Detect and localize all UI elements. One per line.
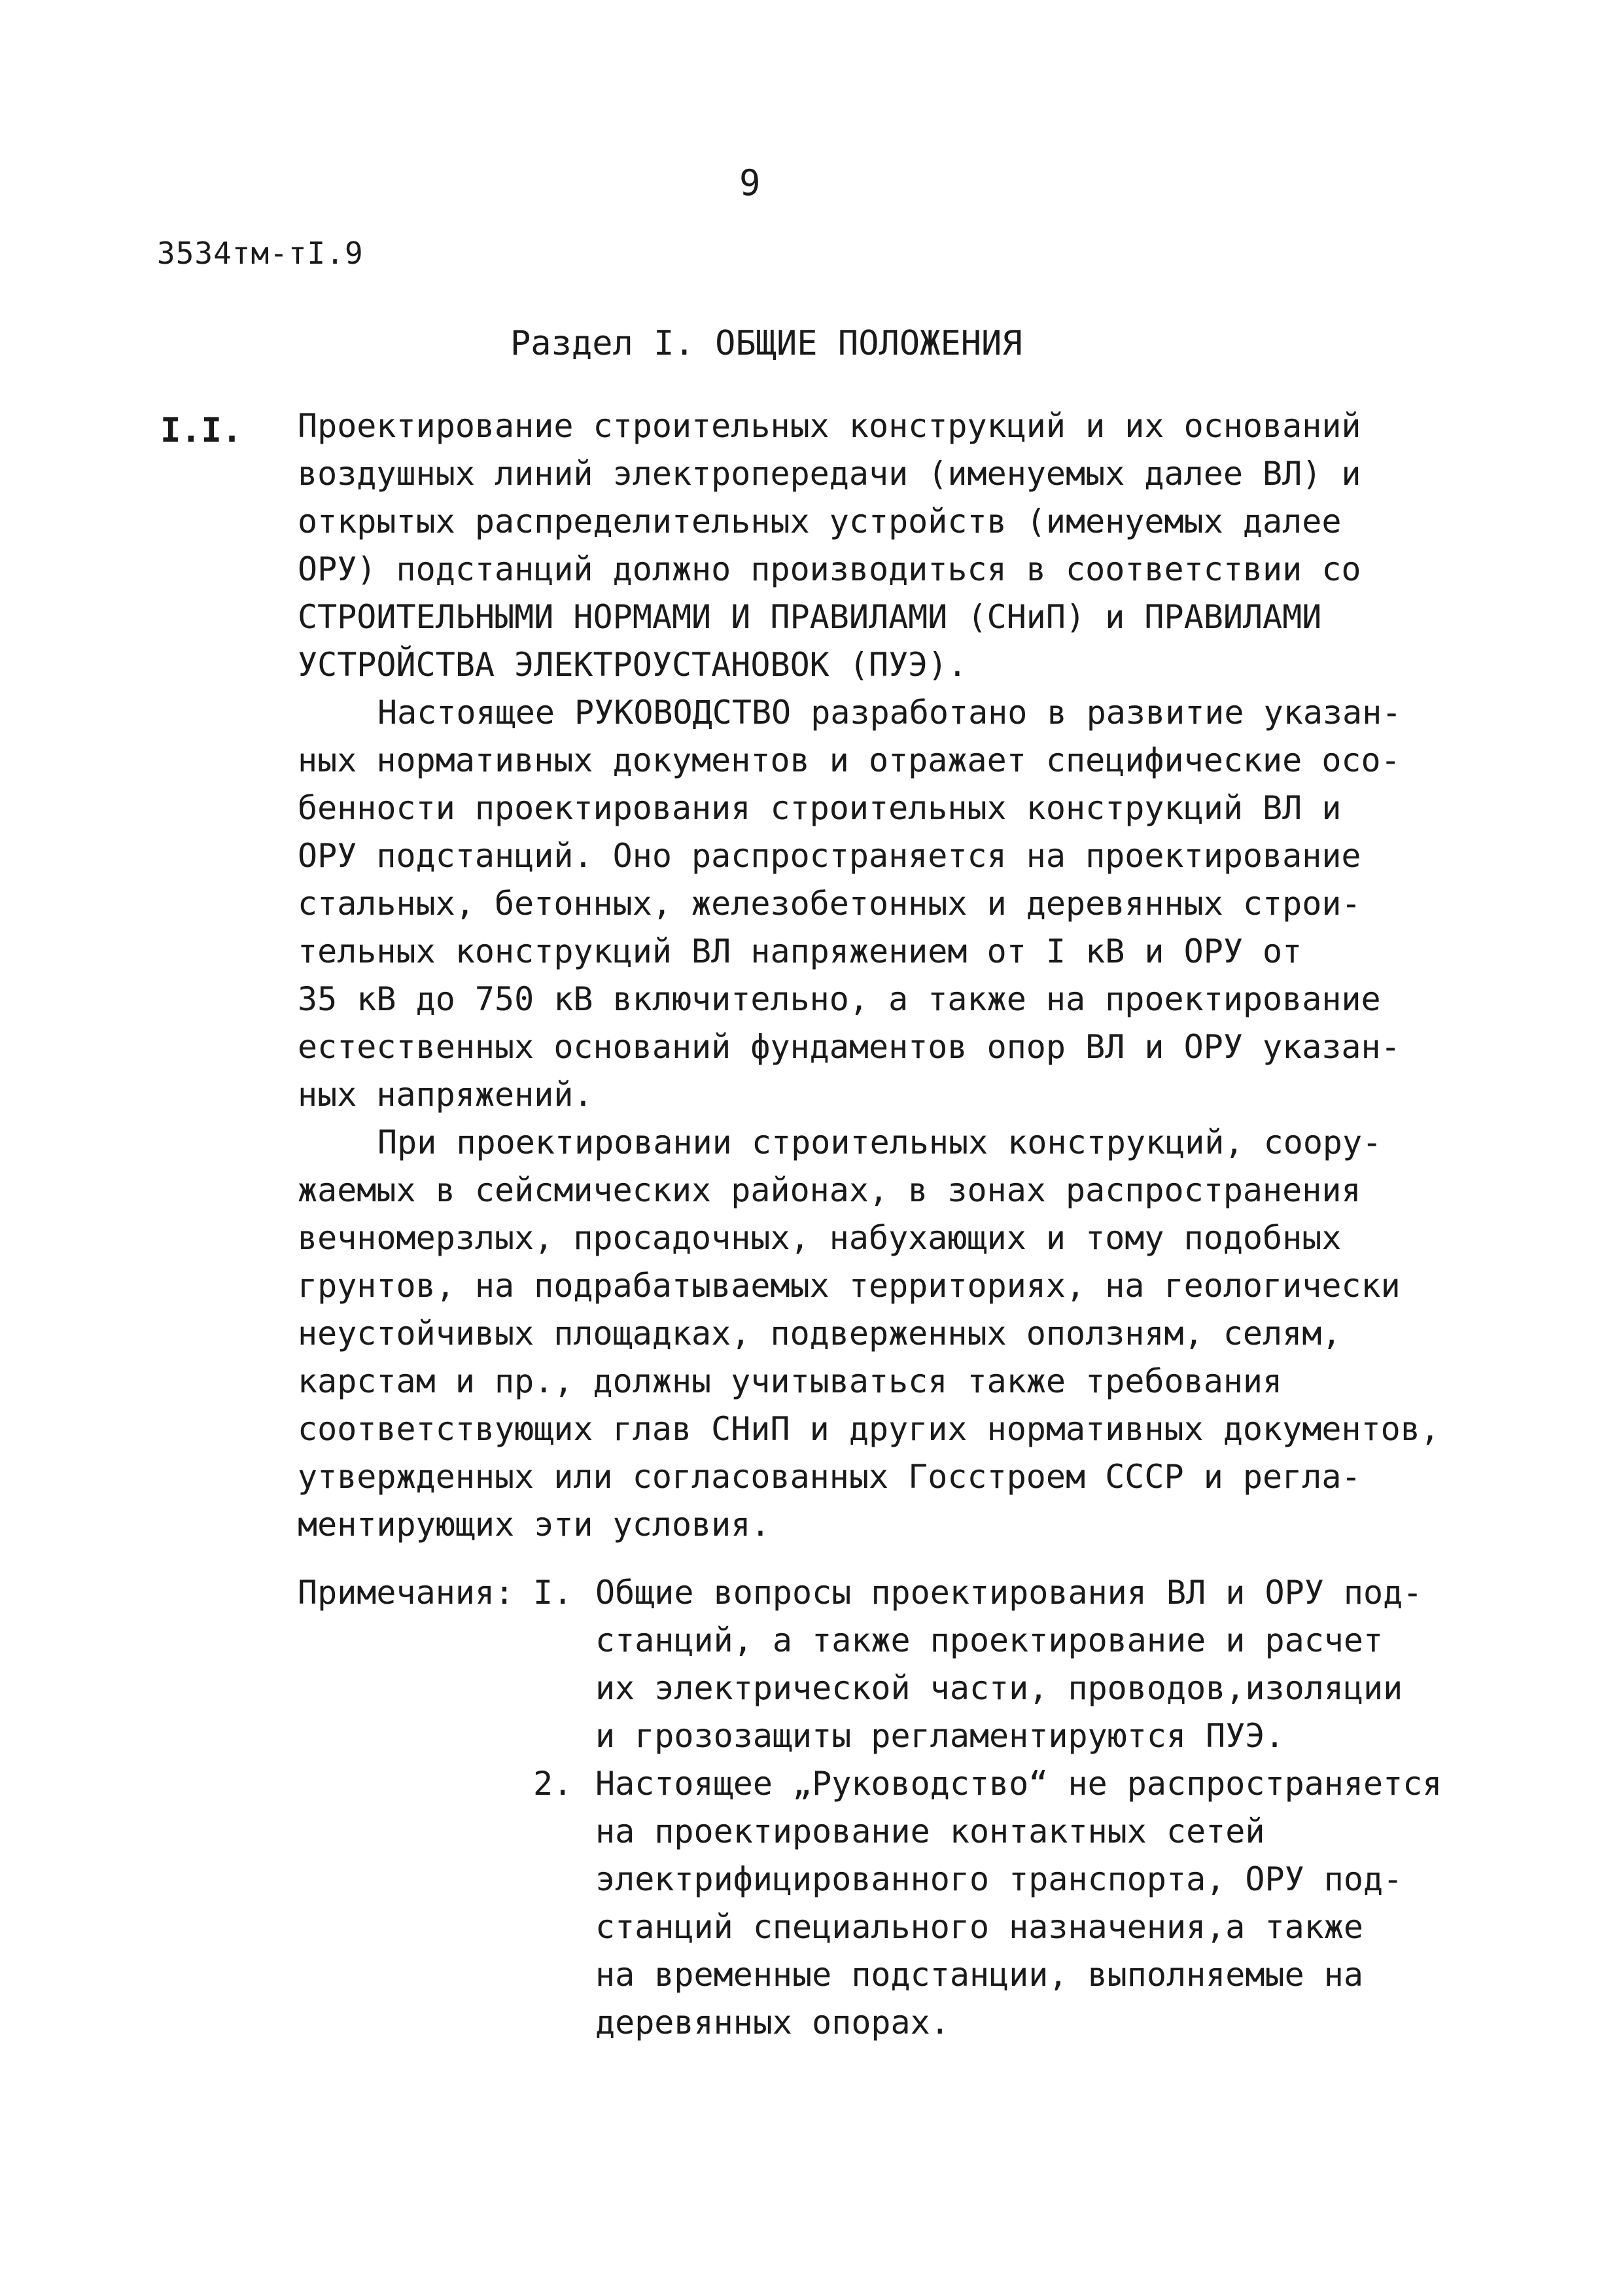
note-line: на временные подстанции, выполняемые на [595, 1956, 1363, 1994]
note-line: станций специального назначения,а также [595, 1908, 1363, 1946]
paragraph-line: бенности проектирования строительных конструкций ВЛ и [298, 789, 1342, 827]
paragraph-line: ОРУ) подстанций должно производиться в соответствии со [298, 550, 1361, 588]
paragraph-line: 35 кВ до 750 кВ включительно, а также на проектирование [298, 980, 1381, 1018]
note-line: электрифицированного транспорта, ОРУ под- [595, 1860, 1403, 1898]
paragraph-line: неустойчивых площадках, подверженных оползням, селям, [298, 1315, 1342, 1352]
paragraph-line: УСТРОЙСТВА ЭЛЕКТРОУСТАНОВОК (ПУЭ). [298, 646, 968, 684]
paragraph-line: При проектировании строительных конструкций, соору- [377, 1123, 1382, 1161]
document-code: 3534тм-тI.9 [157, 236, 364, 271]
paragraph-line: СТРОИТЕЛЬНЫМИ НОРМАМИ И ПРАВИЛАМИ (СНиП) и ПРАВИЛАМИ [298, 598, 1322, 636]
notes-label: Примечания: [298, 1574, 515, 1612]
clause-body [298, 402, 1501, 1549]
paragraph-line: жаемых в сейсмических районах, в зонах распространения [298, 1171, 1361, 1209]
note-text [595, 1760, 1524, 2047]
paragraph-line: соответствующих глав СНиП и других нормативных документов, [298, 1410, 1440, 1448]
note-line: Настоящее „Руководство“ не распространяется [595, 1765, 1442, 1803]
paragraph-line: ных нормативных документов и отражает специфические осо- [298, 741, 1401, 779]
section-title: Раздел I. ОБЩИЕ ПОЛОЖЕНИЯ [510, 324, 1022, 363]
note-number: 2. [533, 1765, 573, 1803]
page-number: 9 [739, 162, 761, 203]
paragraph-line: карстам и пр., должны учитываться также требования [298, 1362, 1283, 1400]
paragraph-line: грунтов, на подрабатываемых территориях, на геологически [298, 1267, 1401, 1305]
paragraph-line: естественных оснований фундаментов опор ВЛ и ОРУ указан- [298, 1028, 1401, 1066]
paragraph-line: стальных, бетонных, железобетонных и деревянных строи- [298, 885, 1361, 923]
paragraph-line: Проектирование строительных конструкций и их оснований [298, 407, 1361, 445]
note-line: их электрической части, проводов,изоляции [595, 1669, 1403, 1707]
paragraph-line: воздушных линий электропередачи (именуемых далее ВЛ) и [298, 455, 1361, 493]
note-line: Общие вопросы проектирования ВЛ и ОРУ под- [595, 1574, 1423, 1612]
note-line: станций, а также проектирование и расчет [595, 1621, 1384, 1659]
note-text [595, 1569, 1524, 1760]
clause-number: I.I. [160, 411, 243, 450]
paragraph-line: открытых распределительных устройств (именуемых далее [298, 503, 1342, 540]
paragraph-line: ОРУ подстанций. Оно распространяется на проектирование [298, 837, 1361, 875]
note-line: и грозозащиты регламентируются ПУЭ. [595, 1717, 1285, 1755]
paragraph-line: тельных конструкций ВЛ напряжением от I кВ и ОРУ от [298, 932, 1302, 970]
note-line: на проектирование контактных сетей [595, 1812, 1265, 1850]
note-line: деревянных опорах. [595, 2004, 950, 2041]
paragraph-line: ментирующих эти условия. [298, 1506, 771, 1544]
paragraph-line: вечномерзлых, просадочных, набухающих и тому подобных [298, 1219, 1342, 1257]
paragraph-line: ных напряжений. [298, 1076, 593, 1114]
paragraph-line: утвержденных или согласованных Госстроем СССР и регла- [298, 1458, 1361, 1496]
paragraph-line: Настоящее РУКОВОДСТВО разработано в развитие указан- [377, 694, 1402, 732]
note-number: I. [533, 1574, 573, 1612]
